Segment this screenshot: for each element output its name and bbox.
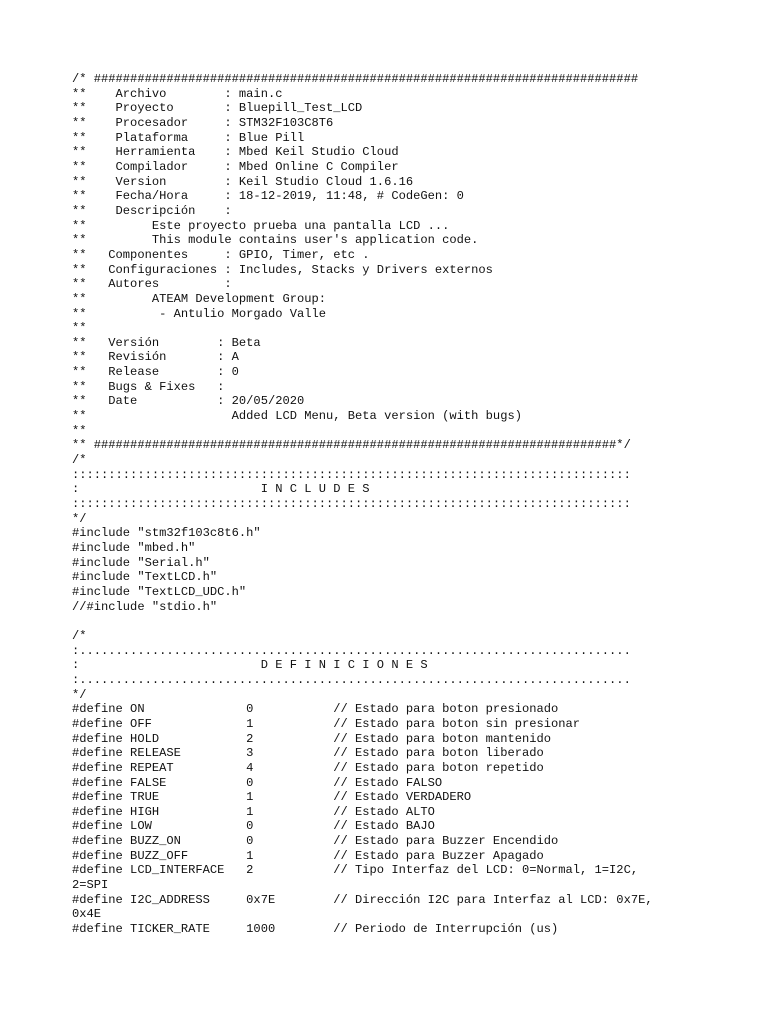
code-line: ** - Antulio Morgado Valle — [72, 306, 327, 321]
code-line: ** Compilador : Mbed Online C Compiler — [72, 159, 399, 174]
code-line: ** ATEAM Development Group: — [72, 291, 327, 306]
code-line — [72, 614, 682, 629]
code-line: #include "TextLCD_UDC.h" — [72, 584, 247, 599]
code-line: ** Descripción : — [72, 203, 232, 218]
code-line: */ — [72, 511, 87, 526]
code-line: ** Fecha/Hora : 18-12-2019, 11:48, # CodeGen: 0 — [72, 189, 464, 204]
code-line: : D E F I N I C I O N E S — [72, 658, 428, 673]
code-line: ** Date : 20/05/2020 — [72, 394, 305, 409]
code-line: */ — [72, 687, 87, 702]
code-line: :............................................................................ — [72, 643, 631, 658]
code-line: ** This module contains user's application code. — [72, 233, 479, 248]
code-line: /* — [72, 628, 87, 643]
code-line: ** Proyecto : Bluepill_Test_LCD — [72, 101, 363, 116]
code-line: ** Revisión : A — [72, 350, 239, 365]
code-line: #define LCD_INTERFACE 2 // Tipo Interfaz del LCD: 0=Normal, 1=I2C, — [72, 863, 639, 878]
code-line: ::::::::::::::::::::::::::::::::::::::::::::::::::::::::::::::::::::::::::::: — [72, 467, 631, 482]
code-line: #define FALSE 0 // Estado FALSO — [72, 775, 443, 790]
code-line: ** Componentes : GPIO, Timer, etc . — [72, 247, 370, 262]
code-line: ** Plataforma : Blue Pill — [72, 130, 305, 145]
code-line: 0x4E — [72, 907, 102, 922]
code-line: #define LOW 0 // Estado BAJO — [72, 819, 435, 834]
code-line: ** Autores : — [72, 277, 232, 292]
code-line: :............................................................................ — [72, 672, 631, 687]
code-line: ** Versión : Beta — [72, 335, 261, 350]
code-line: #include "stm32f103c8t6.h" — [72, 526, 261, 541]
code-line: #define ON 0 // Estado para boton presionado — [72, 702, 559, 717]
code-line: ** — [72, 423, 87, 438]
code-line: 2=SPI — [72, 878, 109, 893]
code-line: ** Bugs & Fixes : — [72, 379, 225, 394]
code-line: ** Configuraciones : Includes, Stacks y Drivers externos — [72, 262, 493, 277]
code-line: ** Este proyecto prueba una pantalla LCD ... — [72, 218, 450, 233]
code-line: #define RELEASE 3 // Estado para boton liberado — [72, 746, 544, 761]
code-line: #define TRUE 1 // Estado VERDADERO — [72, 790, 472, 805]
code-line: #include "TextLCD.h" — [72, 570, 218, 585]
code-line: //#include "stdio.h" — [72, 599, 218, 614]
code-line: #include "mbed.h" — [72, 541, 196, 555]
code-line: /* ########################################################################### — [72, 72, 639, 86]
code-line: ** Archivo : main.c — [72, 86, 283, 101]
code-line: #define OFF 1 // Estado para boton sin presionar — [72, 716, 581, 731]
code-line: ** Added LCD Menu, Beta version (with bugs) — [72, 409, 522, 424]
code-line: ** ########################################################################*/ — [72, 438, 631, 453]
code-line: #define REPEAT 4 // Estado para boton repetido — [72, 760, 544, 775]
code-line: ** Procesador : STM32F103C8T6 — [72, 115, 334, 130]
code-line: ::::::::::::::::::::::::::::::::::::::::::::::::::::::::::::::::::::::::::::: — [72, 497, 631, 512]
code-line: #define I2C_ADDRESS 0x7E // Dirección I2C para Interfaz al LCD: 0x7E, — [72, 892, 653, 907]
code-line: /* — [72, 453, 87, 468]
document-page — [72, 72, 682, 937]
code-line: #include "Serial.h" — [72, 555, 210, 570]
code-line: ** Release : 0 — [72, 365, 239, 380]
code-line: #define TICKER_RATE 1000 // Periodo de Interrupción (us) — [72, 922, 559, 937]
code-line: ** Version : Keil Studio Cloud 1.6.16 — [72, 174, 414, 189]
code-line: #define BUZZ_ON 0 // Estado para Buzzer Encendido — [72, 834, 559, 849]
code-line: : I N C L U D E S — [72, 482, 370, 497]
code-line: ** Herramienta : Mbed Keil Studio Cloud — [72, 145, 399, 160]
code-line: #define BUZZ_OFF 1 // Estado para Buzzer Apagado — [72, 848, 544, 863]
code-line: #define HOLD 2 // Estado para boton mantenido — [72, 731, 551, 746]
code-line: ** — [72, 321, 87, 336]
code-line: #define HIGH 1 // Estado ALTO — [72, 804, 435, 819]
